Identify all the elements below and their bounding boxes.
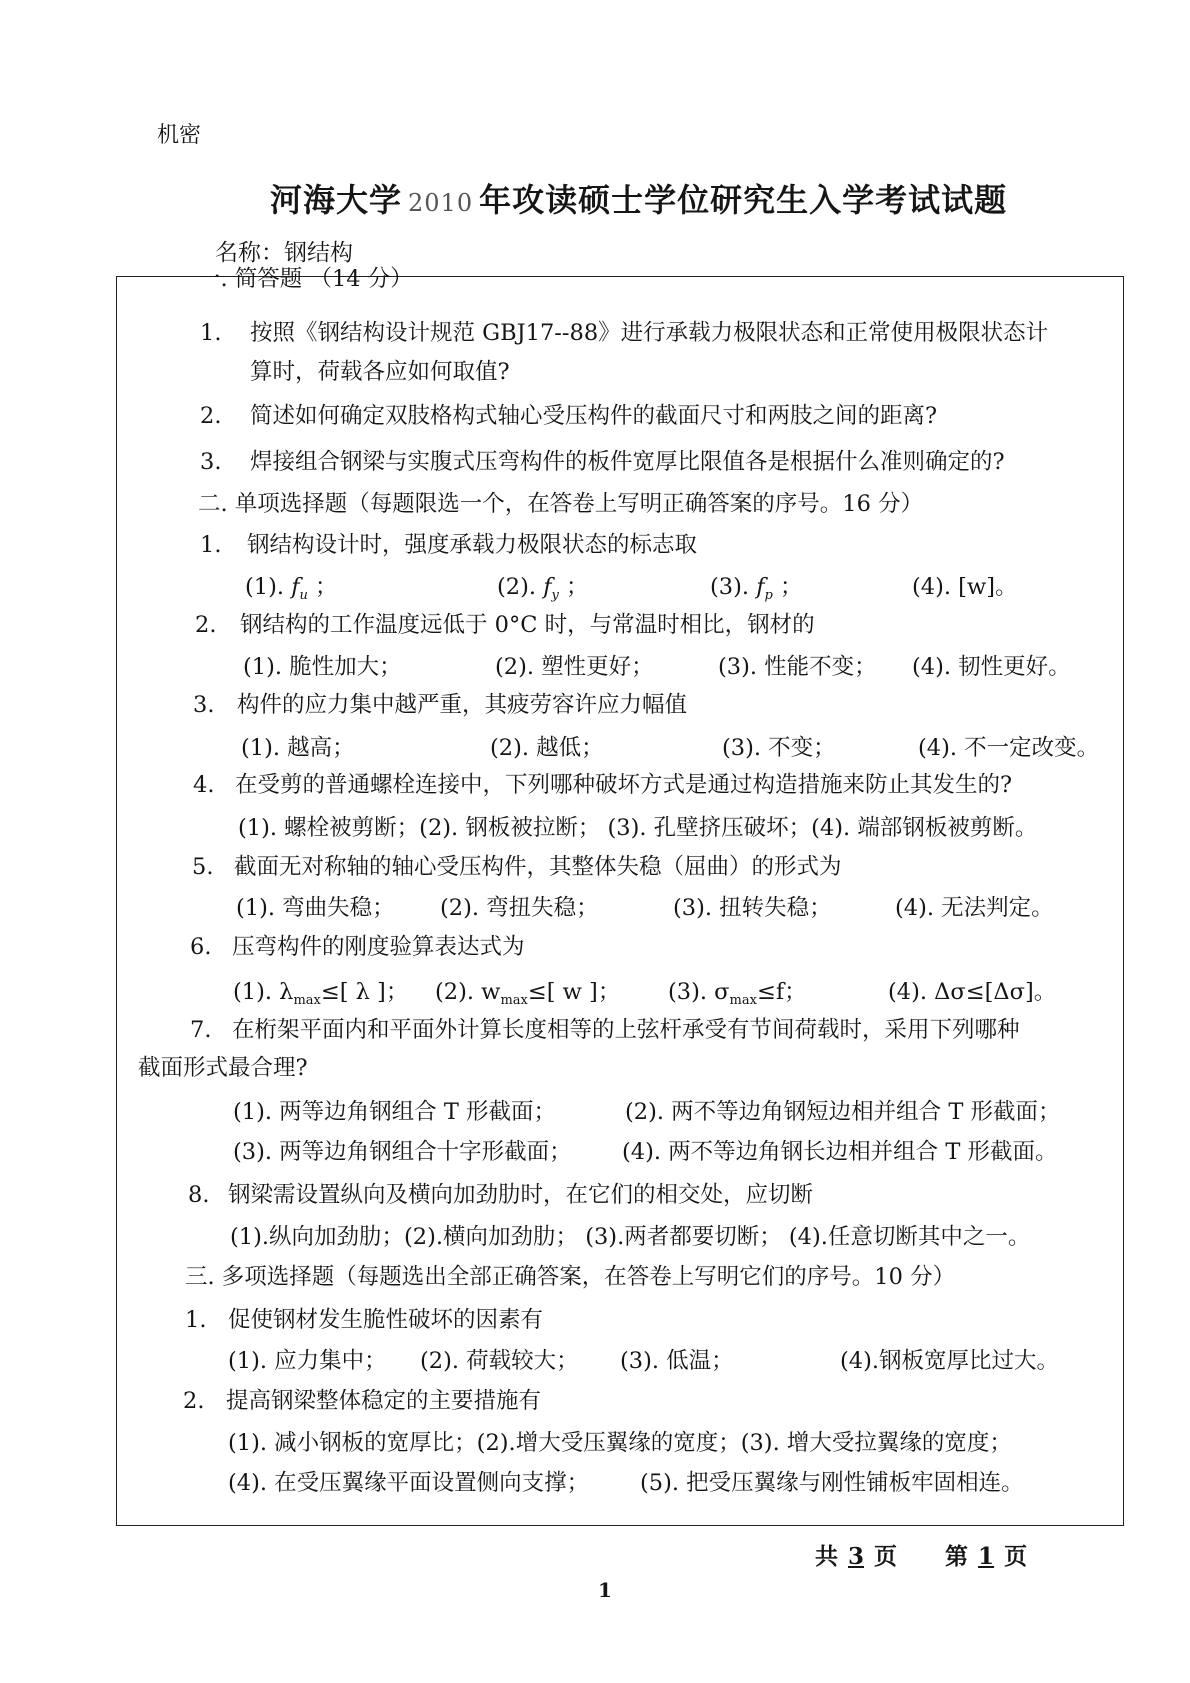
s2-q6-option-4: (4). Δσ≤[Δσ]。 [888, 979, 1057, 1005]
option-text: ≤[ w ]； [527, 979, 621, 1005]
s2-q4-options: (1). 螺栓被剪断；(2). 钢板被拉断； (3). 孔壁挤压破坏；(4). 端部钢板被剪断。 [238, 815, 1038, 841]
s3-q2-number: 2. [183, 1388, 205, 1414]
section-1-heading: 一. 简答题 （14 分） [198, 266, 413, 292]
current-page: 1 [978, 1543, 995, 1570]
s1-q3-number: 3. [200, 449, 222, 475]
s2-q6-option-3 [668, 977, 807, 1016]
s2-q2-option-4: (4). 韧性更好。 [912, 654, 1071, 680]
s2-q5-option-4: (4). 无法判定。 [895, 895, 1054, 921]
s2-q1-option-4: (4). [w]。 [912, 574, 1018, 600]
current-post: 页 [1004, 1543, 1028, 1570]
math-sub: y [551, 588, 559, 603]
s2-q2-option-1: (1). 脆性加大； [243, 654, 402, 680]
s2-q7-number: 7. [190, 1017, 212, 1043]
option-text: ≤f； [756, 979, 807, 1005]
s2-q8-number: 8. [188, 1182, 210, 1208]
s2-q6-text: 压弯构件的刚度验算表达式为 [232, 934, 525, 960]
s2-q1-option-3 [710, 572, 803, 611]
s2-q1-option-1 [245, 572, 338, 611]
s2-q4-number: 4. [193, 772, 215, 798]
s2-q6-option-1 [233, 977, 408, 1016]
s3-q2-option-5: (5). 把受压翼缘与刚性铺板牢固相连。 [640, 1470, 1024, 1496]
s2-q3-option-3: (3). 不变； [722, 735, 836, 761]
math-sub: u [299, 588, 308, 603]
s2-q1-option-2 [497, 572, 589, 611]
s2-q7-option-3: (3). 两等边角钢组合十字形截面； [233, 1139, 572, 1165]
s2-q3-option-2: (2). 越低； [490, 735, 604, 761]
math-var: f [756, 574, 765, 600]
s3-q1-option-4: (4).钢板宽厚比过大。 [840, 1348, 1060, 1374]
s2-q7-text: 在桁架平面内和平面外计算长度相等的上弦杆承受有节间荷载时，采用下列哪种 [232, 1017, 1020, 1043]
s2-q2-option-2: (2). 塑性更好； [495, 654, 654, 680]
page-counter [815, 1538, 1027, 1571]
title-year: 2010 [408, 189, 474, 217]
subject-name: 名称：钢结构 [215, 240, 353, 266]
s3-q2-text: 提高钢梁整体稳定的主要措施有 [226, 1388, 542, 1414]
s2-q2-number: 2. [195, 612, 217, 638]
math-var: f [291, 574, 300, 600]
s2-q7-text-cont: 截面形式最合理? [138, 1055, 308, 1081]
s3-q1-text: 促使钢材发生脆性破坏的因素有 [228, 1307, 544, 1333]
option-label: (1). [245, 574, 285, 600]
s2-q8-text: 钢梁需设置纵向及横向加劲肋时，在它们的相交处，应切断 [228, 1182, 814, 1208]
s1-q1-number: 1. [200, 320, 222, 346]
s3-q1-option-2: (2). 荷载较大； [420, 1348, 579, 1374]
math-sub: max [500, 993, 528, 1008]
s2-q5-number: 5. [192, 854, 214, 880]
s2-q8-options: (1).纵向加劲肋；(2).横向加劲肋； (3).两者都要切断； (4).任意切断其中之一。 [230, 1224, 1031, 1250]
s2-q5-option-1: (1). 弯曲失稳； [236, 895, 395, 921]
s2-q1-number: 1. [200, 532, 222, 558]
option-text: (2). w [435, 979, 501, 1005]
s1-q2-text: 简述如何确定双肢格构式轴心受压构件的截面尺寸和两肢之间的距离? [250, 403, 938, 429]
s2-q3-text: 构件的应力集中越严重，其疲劳容许应力幅值 [237, 692, 688, 718]
s1-q3-text: 焊接组合钢梁与实腹式压弯构件的板件宽厚比限值各是根据什么准则确定的? [250, 449, 1005, 475]
s3-q1-option-1: (1). 应力集中； [228, 1348, 387, 1374]
total-post: 页 [874, 1543, 898, 1570]
s1-q2-number: 2. [200, 403, 222, 429]
section-3-heading: 三. 多项选择题（每题选出全部正确答案，在答卷上写明它们的序号。10 分） [185, 1264, 956, 1290]
s2-q3-number: 3. [193, 692, 215, 718]
total-pre: 共 [815, 1543, 838, 1570]
option-label: (3). [710, 574, 750, 600]
option-text: ≤[ λ ]； [320, 979, 409, 1005]
option-text: (3). σ [668, 979, 730, 1005]
option-punct: ； [780, 574, 803, 600]
s3-q2-option-4: (4). 在受压翼缘平面设置侧向支撑； [228, 1470, 590, 1496]
exam-title [270, 175, 1007, 221]
s2-q2-option-3: (3). 性能不变； [718, 654, 877, 680]
s2-q5-option-2: (2). 弯扭失稳； [440, 895, 599, 921]
s2-q7-option-2: (2). 两不等边角钢短边相并组合 T 形截面； [625, 1099, 1061, 1125]
s2-q3-option-4: (4). 不一定改变。 [918, 735, 1100, 761]
option-punct: ； [315, 574, 338, 600]
s1-q1-text: 按照《钢结构设计规范 GBJ17--88》进行承载力极限状态和正常使用极限状态计 [250, 320, 1049, 346]
s2-q5-option-3: (3). 扭转失稳； [673, 895, 832, 921]
title-university: 河海大学 [270, 181, 403, 219]
s2-q3-option-1: (1). 越高； [241, 735, 355, 761]
s2-q1-text: 钢结构设计时，强度承载力极限状态的标志取 [247, 532, 698, 558]
total-pages: 3 [848, 1543, 865, 1570]
s2-q7-option-1: (1). 两等边角钢组合 T 形截面； [233, 1099, 556, 1125]
s2-q6-option-2 [435, 977, 620, 1016]
s3-q1-number: 1. [185, 1307, 207, 1333]
option-punct: ； [566, 574, 589, 600]
s3-q1-option-3: (3). 低温； [620, 1348, 734, 1374]
s1-q1-text-cont: 算时，荷载各应如何取值? [250, 359, 510, 385]
secret-label: 机密 [157, 123, 202, 148]
option-text: (1). λ [233, 979, 294, 1005]
section-2-heading: 二. 单项选择题（每题限选一个，在答卷上写明正确答案的序号。16 分） [198, 491, 924, 517]
math-var: f [543, 574, 552, 600]
current-pre: 第 [945, 1543, 969, 1570]
option-label: (2). [497, 574, 537, 600]
title-exam: 年攻读硕士学位研究生入学考试试题 [479, 181, 1008, 219]
s2-q6-number: 6. [190, 934, 212, 960]
s2-q5-text: 截面无对称轴的轴心受压构件，其整体失稳（屈曲）的形式为 [234, 854, 842, 880]
math-sub: max [293, 993, 321, 1008]
s2-q7-option-4: (4). 两不等边角钢长边相并组合 T 形截面。 [622, 1139, 1058, 1165]
s2-q4-text: 在受剪的普通螺栓连接中，下列哪种破坏方式是通过构造措施来防止其发生的? [235, 772, 1013, 798]
math-sub: max [729, 993, 757, 1008]
s3-q2-options-line-1: (1). 减小钢板的宽厚比；(2).增大受压翼缘的宽度；(3). 增大受拉翼缘的宽度； [228, 1430, 1012, 1456]
page-number: 1 [598, 1578, 612, 1602]
math-sub: p [764, 588, 773, 603]
s2-q2-text: 钢结构的工作温度远低于 0°C 时，与常温时相比，钢材的 [240, 612, 815, 638]
